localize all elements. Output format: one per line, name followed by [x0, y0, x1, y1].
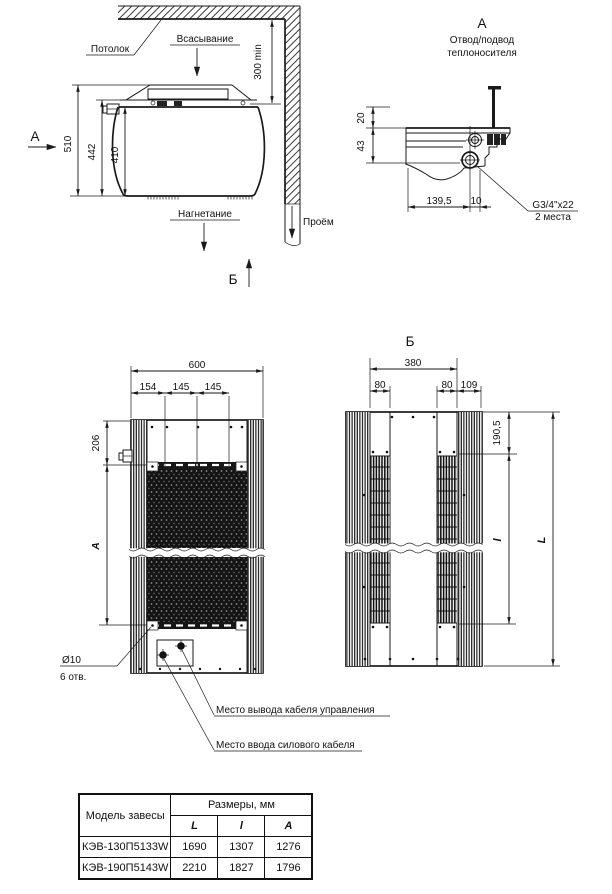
dimension-510 [63, 85, 150, 196]
svg-text:206: 206 [91, 434, 102, 452]
svg-text:380: 380 [404, 358, 422, 369]
opening-label: Проём [303, 217, 334, 228]
discharge-grille-ticks [148, 197, 252, 200]
svg-text:80: 80 [374, 380, 386, 391]
discharge-slot-1 [370, 456, 390, 623]
wall-opening [285, 204, 300, 246]
view-b-drawing [344, 334, 560, 666]
dimension-139-10 [408, 168, 491, 212]
right-side-column [247, 420, 263, 673]
value-L-cell: 1690 [171, 837, 218, 858]
model-name-cell: КЭВ-130П5133W [79, 837, 171, 858]
ceiling-hatch [118, 6, 300, 19]
view-a-drawing [356, 16, 578, 223]
svg-text:145: 145 [204, 382, 222, 393]
svg-text:l: l [492, 538, 504, 542]
view-a-title: А [477, 16, 487, 31]
svg-text:300 min: 300 min [253, 44, 264, 80]
model-name-cell: КЭВ-190П5143W [79, 858, 171, 880]
view-a-subtitle-1: Отвод/подвод [449, 35, 515, 46]
thread-spec-label: G3/4"x22 [532, 200, 574, 211]
discharge-slot-2 [437, 456, 457, 623]
value-l-cell: 1307 [218, 837, 265, 858]
unit-body-outline [113, 107, 265, 196]
svg-text:190,5: 190,5 [492, 420, 503, 446]
dimension-154-145-145 [131, 382, 229, 393]
dimensions-table [78, 793, 313, 880]
ceiling-label: Потолок [90, 44, 130, 55]
dimension-80-80-109 [370, 380, 481, 408]
control-cable-label: Место вывода кабеля управления [216, 705, 375, 716]
left-side-column [132, 420, 148, 673]
svg-text:154: 154 [139, 382, 157, 393]
holes-count-label: 6 отв. [60, 672, 87, 683]
svg-text:43: 43 [356, 140, 367, 152]
mounting-bracket [492, 88, 495, 130]
right-band [458, 412, 482, 666]
value-A-cell: 1276 [265, 837, 313, 858]
col-header-L: L [171, 816, 218, 837]
thread-callout [477, 166, 578, 223]
thread-places-label: 2 места [535, 212, 571, 223]
table-row [79, 858, 312, 880]
svg-text:109: 109 [460, 380, 478, 391]
holes-diameter-label: Ø10 [62, 655, 81, 666]
svg-text:442: 442 [87, 143, 98, 161]
col-header-l: l [218, 816, 265, 837]
power-cable-label: Место ввода силового кабеля [216, 740, 355, 751]
col-header-A: А [265, 816, 313, 837]
svg-text:139,5: 139,5 [426, 196, 452, 207]
suction-slot [148, 89, 228, 99]
pipe-fitting-upper [466, 131, 484, 149]
svg-text:600: 600 [188, 360, 206, 371]
suction-label: Всасывание [176, 34, 234, 45]
svg-text:10: 10 [470, 196, 482, 207]
value-L-cell: 2210 [171, 858, 218, 880]
model-header-cell: Модель завесы [79, 794, 171, 837]
front-view-drawing [60, 360, 390, 751]
svg-text:20: 20 [356, 112, 367, 124]
svg-text:А: А [91, 542, 102, 550]
svg-text:80: 80 [441, 380, 453, 391]
svg-text:L: L [536, 536, 548, 544]
dimensions-table-wrap [78, 793, 313, 880]
side-view-drawing [28, 6, 334, 287]
table-row [79, 837, 312, 858]
discharge-label: Нагнетание [178, 209, 232, 220]
view-a-subtitle-2: теплоносителя [447, 48, 517, 59]
dimension-20-43 [356, 107, 460, 163]
sizes-header-cell: Размеры, мм [171, 794, 313, 816]
heat-exchanger-grille [147, 462, 247, 630]
wall-hatch [285, 19, 300, 204]
left-band [346, 412, 370, 666]
air-curtain-side-profile [103, 85, 264, 200]
view-b-title: Б [405, 334, 415, 349]
value-l-cell: 1827 [218, 858, 265, 880]
view-a-marker: А [30, 129, 40, 144]
view-b-marker: Б [228, 272, 238, 287]
svg-text:410: 410 [110, 146, 121, 164]
dimension-300min [250, 20, 281, 104]
svg-text:510: 510 [63, 135, 74, 153]
value-A-cell: 1796 [265, 858, 313, 880]
svg-text:145: 145 [172, 382, 190, 393]
